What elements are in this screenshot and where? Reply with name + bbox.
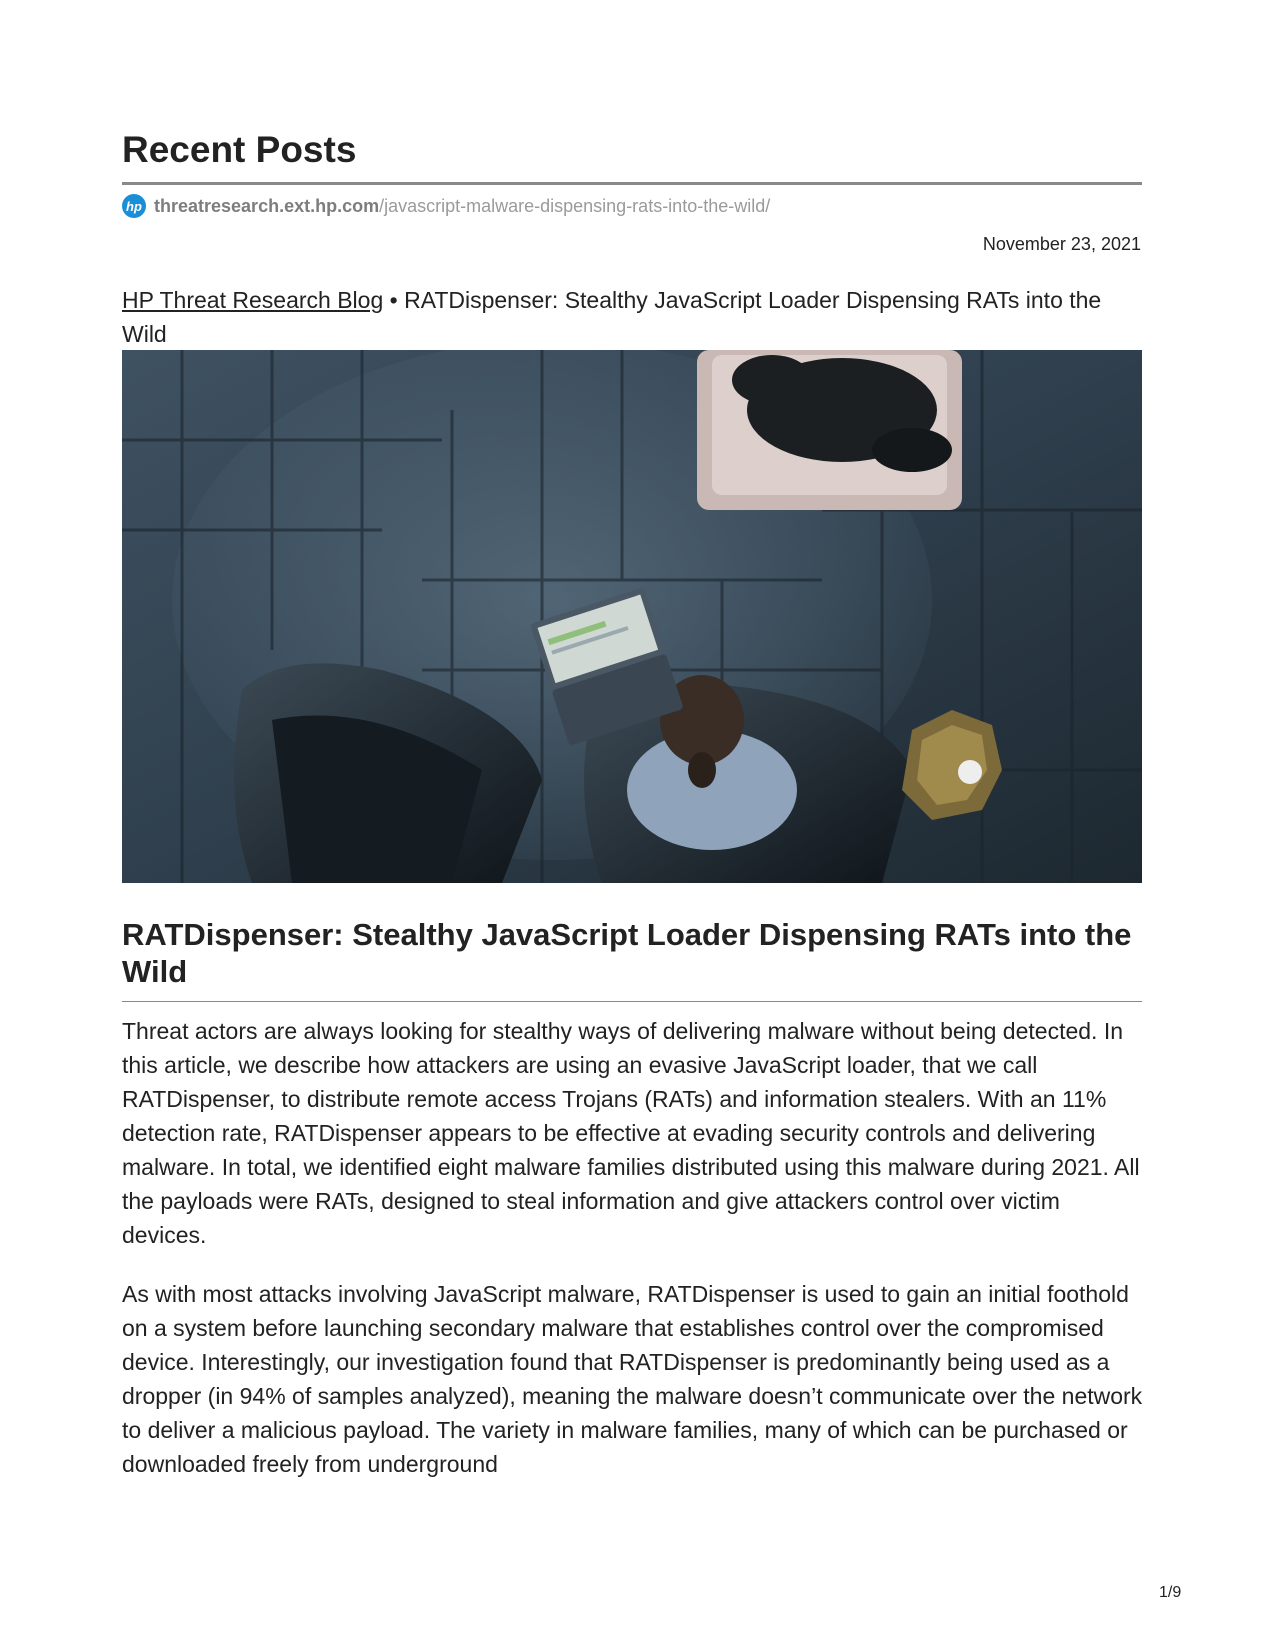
hero-image [122,350,1142,883]
article-title: RATDispenser: Stealthy JavaScript Loader Dispensing RATs into the Wild [122,917,1132,989]
page-title: Recent Posts [122,129,357,170]
hp-logo-icon: hp [122,194,146,218]
post-date: November 23, 2021 [982,234,1141,254]
breadcrumb-separator: • [383,287,405,313]
title-divider [122,182,1142,185]
source-domain: threatresearch.ext.hp.com [154,195,380,216]
breadcrumb [122,283,1142,351]
source-url[interactable] [122,194,770,218]
source-path: /javascript-malware-dispensing-rats-into-the-wild/ [379,195,771,216]
article-paragraph: Threat actors are always looking for stealthy ways of delivering malware without being detected. In this article, we describe how attackers are using an evasive JavaScript loader, that we call RATDispenser, to distribute remote access Trojans (RATs) and information stealers. With an 11% detection rate, RATDispenser appears to be effective at evading security controls and delivering malware. In total, we identified eight malware families distributed using this malware during 2021. All the payloads were RATs, designed to steal information and give attackers control over victim devices. [122,1018,1140,1248]
page-number: 1/9 [1159,1584,1182,1601]
article-title-divider [122,1001,1142,1002]
article-paragraph: As with most attacks involving JavaScript malware, RATDispenser is used to gain an initial foothold on a system before launching secondary malware that establishes control over the compromised device. Interestingly, our investigation found that RATDispenser is predominantly being used as a dropper (in 94% of samples analyzed), meaning the malware doesn’t communicate over the network to deliver a malicious payload. The variety in malware families, many of which can be purchased or downloaded freely from underground [122,1281,1143,1477]
breadcrumb-current: RATDispenser: Stealthy JavaScript Loader Dispensing RATs into the Wild [122,287,1102,347]
blog-link[interactable]: HP Threat Research Blog [122,287,384,313]
